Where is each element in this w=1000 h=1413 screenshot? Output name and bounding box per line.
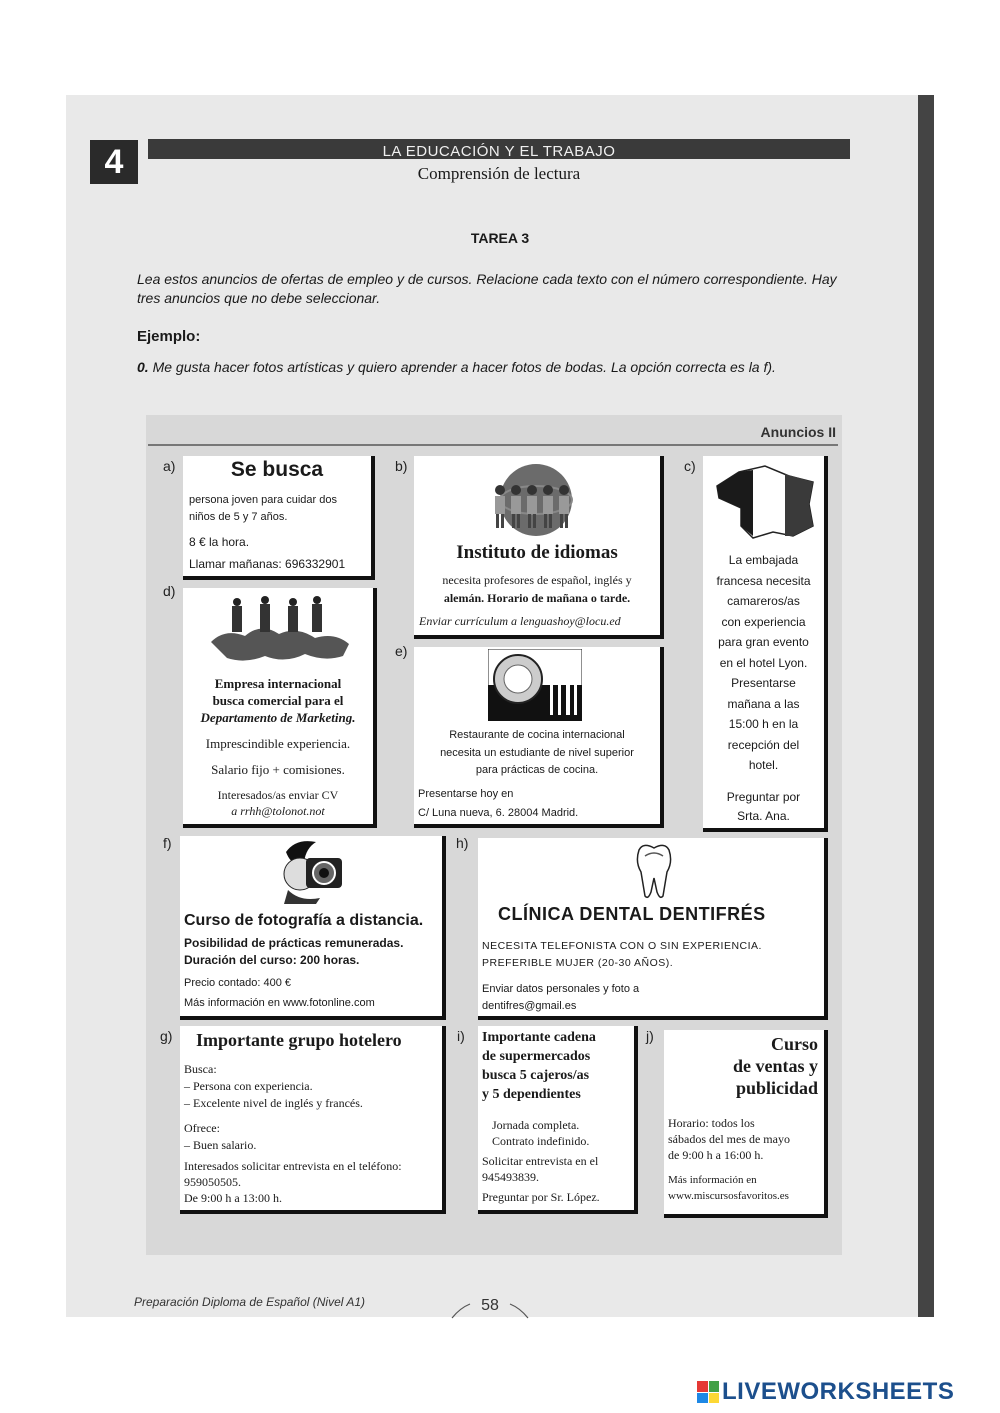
- ad-j-title1: Curso: [770, 1034, 818, 1054]
- ad-c-line: La embajada: [728, 553, 799, 567]
- unit-title: LA EDUCACIÓN Y EL TRABAJO: [148, 139, 850, 159]
- ad-c-line: recepción del: [727, 737, 800, 752]
- ad-i-line2: Contrato indefinido.: [492, 1134, 590, 1148]
- ad-letter-c: c): [684, 458, 696, 474]
- ad-f-line1: Posibilidad de prácticas remuneradas.: [184, 936, 404, 950]
- ad-letter-i: i): [457, 1028, 465, 1044]
- page-edge-shadow: [918, 95, 934, 1317]
- tooth-icon: [633, 842, 675, 900]
- ad-j-title2: de ventas y: [733, 1056, 818, 1076]
- ads-header: [148, 420, 838, 446]
- ad-d-line7: a rrhh@tolonot.not: [231, 804, 325, 818]
- ad-j: [664, 1030, 828, 1218]
- ad-e-line4: Presentarse hoy en: [418, 788, 514, 800]
- ad-c: [703, 456, 828, 832]
- footer-book-title: Preparación Diploma de Español (Nivel A1): [134, 1295, 365, 1309]
- ad-a-call: Llamar mañanas: 696332901: [189, 557, 346, 571]
- ad-f: [180, 836, 446, 1020]
- ad-i-line5: Preguntar por Sr. López.: [482, 1190, 600, 1204]
- ad-letter-h: h): [456, 835, 469, 851]
- ad-h-line3: Enviar datos personales y foto a: [482, 983, 640, 995]
- ad-c-lines: [703, 550, 824, 776]
- ad-h-title: CLÍNICA DENTAL DENTIFRÉS: [498, 904, 766, 924]
- ad-g: [180, 1026, 446, 1214]
- ad-c-line: hotel.: [748, 758, 779, 772]
- children-globe-illustration: [486, 460, 586, 538]
- ad-b-send: Enviar currículum a lenguashoy@locu.ed: [419, 614, 621, 628]
- business-people-world-map: [205, 592, 355, 666]
- ad-letter-e: e): [395, 643, 408, 659]
- ad-i-title1: Importante cadena: [482, 1030, 596, 1045]
- ad-h-line1: NECESITA TELEFONISTA CON O SIN EXPERIENCIA.: [482, 940, 762, 952]
- ad-e-line3: para prácticas de cocina.: [475, 764, 599, 776]
- ad-e: [414, 647, 664, 828]
- photographer-camera-illustration: [276, 838, 348, 904]
- ads-header-title: Anuncios II: [760, 424, 836, 440]
- ad-i-title4: y 5 dependientes: [482, 1087, 581, 1102]
- ad-letter-f: f): [163, 835, 172, 851]
- ad-b: [414, 456, 664, 639]
- ad-c-line: para gran evento: [718, 635, 809, 649]
- ad-c-line: 15:00 h en la: [728, 717, 799, 731]
- ad-a: [183, 456, 375, 580]
- ad-letter-g: g): [160, 1028, 173, 1044]
- task-title: TAREA 3: [470, 230, 530, 246]
- ad-c-ask1: Preguntar por: [726, 789, 801, 804]
- ad-c-line: en el hotel Lyon.: [719, 655, 808, 670]
- unit-number: 4: [90, 140, 138, 184]
- ad-j-line5: www.miscursosfavoritos.es: [668, 1190, 789, 1202]
- ad-c-body: [703, 550, 824, 823]
- ad-f-line3: Precio contado: 400 €: [184, 977, 292, 989]
- ad-g-line7: 959050505.: [184, 1175, 241, 1189]
- section-title: Comprensión de lectura: [417, 164, 581, 183]
- example-number: 0.: [137, 359, 149, 375]
- ad-d-line2: busca comercial para el: [212, 693, 344, 708]
- ad-c-line: con experiencia: [721, 614, 806, 629]
- ad-letter-d: d): [163, 583, 176, 599]
- ad-f-title: Curso de fotografía a distancia.: [184, 912, 424, 929]
- example-text: [137, 358, 852, 377]
- ad-c-line: francesa necesita: [716, 573, 811, 588]
- example-sentence: Me gusta hacer fotos artísticas y quiero aprender a hacer fotos de bodas. La opción correcta es la f).: [152, 359, 776, 375]
- ad-j-line1: Horario: todos los: [668, 1116, 755, 1130]
- ad-d-line5: Salario fijo + comisiones.: [211, 762, 345, 777]
- ad-e-line1: Restaurante de cocina internacional: [449, 729, 625, 741]
- ad-g-line5: – Buen salario.: [184, 1138, 257, 1152]
- ad-i-line4: 945493839.: [482, 1170, 539, 1184]
- ad-j-line4: Más información en: [668, 1174, 757, 1186]
- ad-g-line4: Ofrece:: [184, 1121, 220, 1135]
- ad-a-title: Se busca: [230, 458, 324, 481]
- ad-j-title3: publicidad: [735, 1078, 818, 1098]
- liveworksheets-brand[interactable]: [697, 1378, 954, 1406]
- ad-c-line: camareros/as: [727, 594, 800, 608]
- france-map-icon: [711, 464, 819, 540]
- ad-i-line3: Solicitar entrevista en el: [482, 1154, 599, 1168]
- ad-a-price: 8 € la hora.: [189, 535, 250, 549]
- ad-d-line4: Imprescindible experiencia.: [205, 736, 351, 751]
- example-label: Ejemplo:: [137, 328, 201, 345]
- ad-b-line2: alemán. Horario de mañana o tarde.: [443, 591, 631, 605]
- ad-g-line8: De 9:00 h a 13:00 h.: [184, 1191, 282, 1205]
- ad-d-line3: Departamento de Marketing.: [200, 710, 356, 725]
- ad-a-line2: niños de 5 y 7 años.: [189, 511, 288, 523]
- ad-f-line2: Duración del curso: 200 horas.: [184, 953, 360, 967]
- ad-b-title: Instituto de idiomas: [456, 542, 618, 563]
- ad-g-line3: – Excelente nivel de inglés y francés.: [184, 1096, 363, 1110]
- ad-c-line: Presentarse: [731, 676, 796, 690]
- brand-text: LIVEWORKSHEETS: [722, 1378, 955, 1405]
- ad-a-line1: persona joven para cuidar dos: [189, 494, 337, 506]
- ad-h-line2: PREFERIBLE MUJER (20-30 AÑOS).: [482, 957, 674, 969]
- ad-c-line: mañana a las: [727, 696, 800, 711]
- ad-h-line4: dentifres@gmail.es: [482, 1000, 577, 1012]
- ad-g-line1: Busca:: [184, 1062, 217, 1076]
- ad-i-line1: Jornada completa.: [492, 1118, 580, 1132]
- ad-d: [183, 588, 377, 828]
- ad-b-line1: necesita profesores de español, inglés y: [442, 573, 632, 587]
- ad-g-line2: – Persona con experiencia.: [184, 1079, 313, 1093]
- ad-letter-b: b): [395, 458, 408, 474]
- ad-i-title3: busca 5 cajeros/as: [482, 1068, 590, 1083]
- liveworksheets-logo-icon: [697, 1381, 719, 1403]
- page-number: 58: [481, 1297, 499, 1314]
- ad-d-line6: Interesados/as enviar CV: [217, 788, 339, 802]
- ad-d-line1: Empresa internacional: [214, 676, 342, 691]
- task-instructions: Lea estos anuncios de ofertas de empleo y de cursos. Relacione cada texto con el número correspondiente. Hay tres anuncios que no debe seleccionar.: [137, 271, 837, 306]
- ad-i: [478, 1026, 638, 1214]
- ad-e-line2: necesita un estudiante de nivel superior: [440, 747, 634, 759]
- ad-h: [478, 838, 828, 1020]
- ad-letter-a: a): [163, 458, 176, 474]
- ad-i-title2: de supermercados: [482, 1049, 591, 1064]
- plate-cutlery-icon: [488, 649, 582, 721]
- ad-c-ask2: Srta. Ana.: [737, 808, 790, 823]
- ad-g-line6: Interesados solicitar entrevista en el teléfono:: [184, 1159, 402, 1173]
- ad-j-line3: de 9:00 h a 16:00 h.: [668, 1148, 764, 1162]
- ad-f-line4: Más información en www.fotonline.com: [184, 997, 375, 1009]
- ad-e-line5: C/ Luna nueva, 6. 28004 Madrid.: [418, 807, 579, 819]
- ad-j-line2: sábados del mes de mayo: [668, 1132, 790, 1146]
- ad-letter-j: j): [646, 1028, 654, 1044]
- ad-g-title: Importante grupo hotelero: [196, 1030, 402, 1050]
